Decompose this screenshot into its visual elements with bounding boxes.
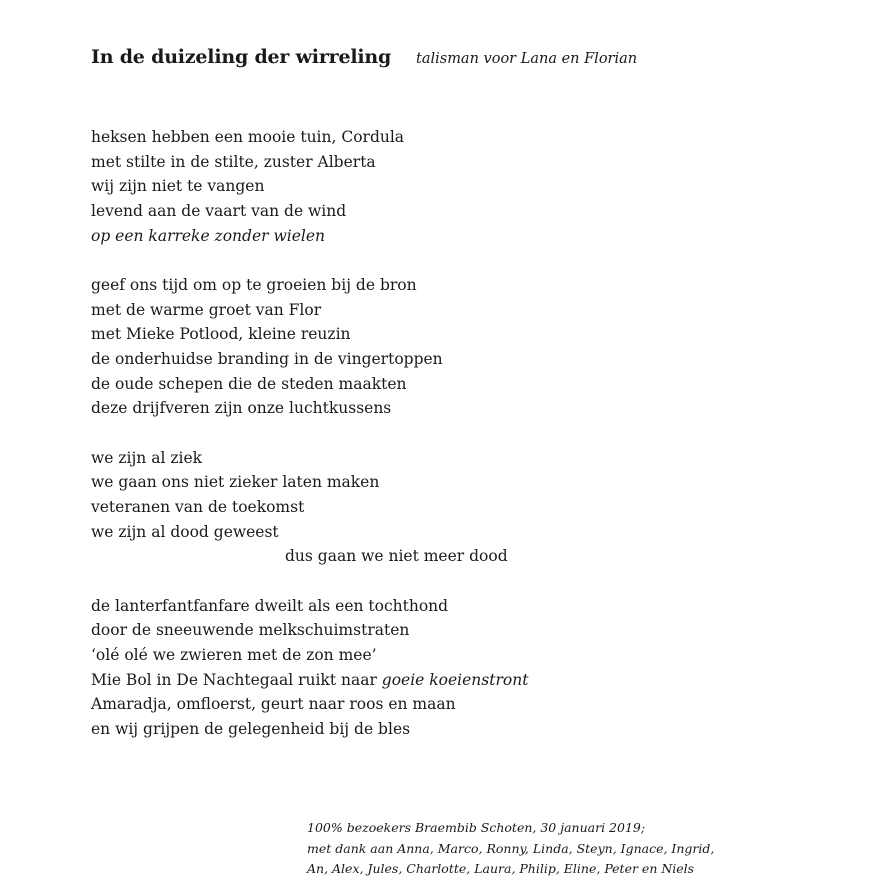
poem-line: ‘olé olé we zwieren met de zon mee’ xyxy=(91,645,377,664)
poem-line: Amaradja, omfloerst, geurt naar roos en maan xyxy=(91,695,456,714)
poem-line: we gaan ons niet zieker laten maken xyxy=(91,473,380,492)
poem-line: deze drijfveren zijn onze luchtkussens xyxy=(91,399,392,418)
poem-line: geef ons tijd om op te groeien bij de bron xyxy=(91,275,417,294)
poem-line: met de warme groet van Flor xyxy=(91,300,322,319)
poem-line: we zijn al ziek xyxy=(91,448,203,467)
poem-line: veteranen van de toekomst xyxy=(91,497,305,516)
poem-line: heksen hebben een mooie tuin, Cordula xyxy=(91,128,405,146)
stanza-3 xyxy=(91,446,791,569)
stanza-4 xyxy=(91,594,791,742)
poem-line: de lanterfantfanfare dweilt als een tochthond xyxy=(91,596,449,615)
poem-line: levend aan de vaart van de wind xyxy=(91,202,347,221)
poem-line xyxy=(91,668,791,693)
stanza-1 xyxy=(91,125,791,248)
poem-line-indented: dus gaan we niet meer dood xyxy=(285,547,508,566)
poem-line: de onderhuidse branding in de vingertoppen xyxy=(91,350,443,368)
poem-dedication: talisman voor Lana en Florian xyxy=(416,51,638,67)
credits-line: An, Alex, Jules, Charlotte, Laura, Philip, Eline, Peter en Niels xyxy=(307,861,695,877)
poem-line: we zijn al dood geweest xyxy=(91,522,279,541)
poem-line: door de sneeuwende melkschuimstraten xyxy=(91,621,410,640)
poem-body xyxy=(91,125,791,766)
poem-line: wij zijn niet te vangen xyxy=(91,177,265,196)
poem-line: de oude schepen die de steden maakten xyxy=(91,374,407,393)
credits-line: 100% bezoekers Braembib Schoten, 30 januari 2019; xyxy=(307,820,646,835)
stanza-2 xyxy=(91,273,791,421)
poem-line: op een karreke zonder wielen xyxy=(91,226,325,245)
poem-line: en wij grijpen de gelegenheid bij de bles xyxy=(91,719,411,738)
credits-line: met dank aan Anna, Marco, Ronny, Linda, Steyn, Ignace, Ingrid, xyxy=(307,840,715,856)
poem-title: In de duizeling der wirreling xyxy=(91,46,392,68)
poem-line: met Mieke Potlood, kleine reuzin xyxy=(91,325,351,344)
poem-line-italic-text: goeie koeienstront xyxy=(381,670,529,689)
credits-footer xyxy=(307,818,714,880)
poem-line-text: Mie Bol in De Nachtegaal ruikt naar xyxy=(91,670,382,689)
poem-line: met stilte in de stilte, zuster Alberta xyxy=(91,152,376,171)
